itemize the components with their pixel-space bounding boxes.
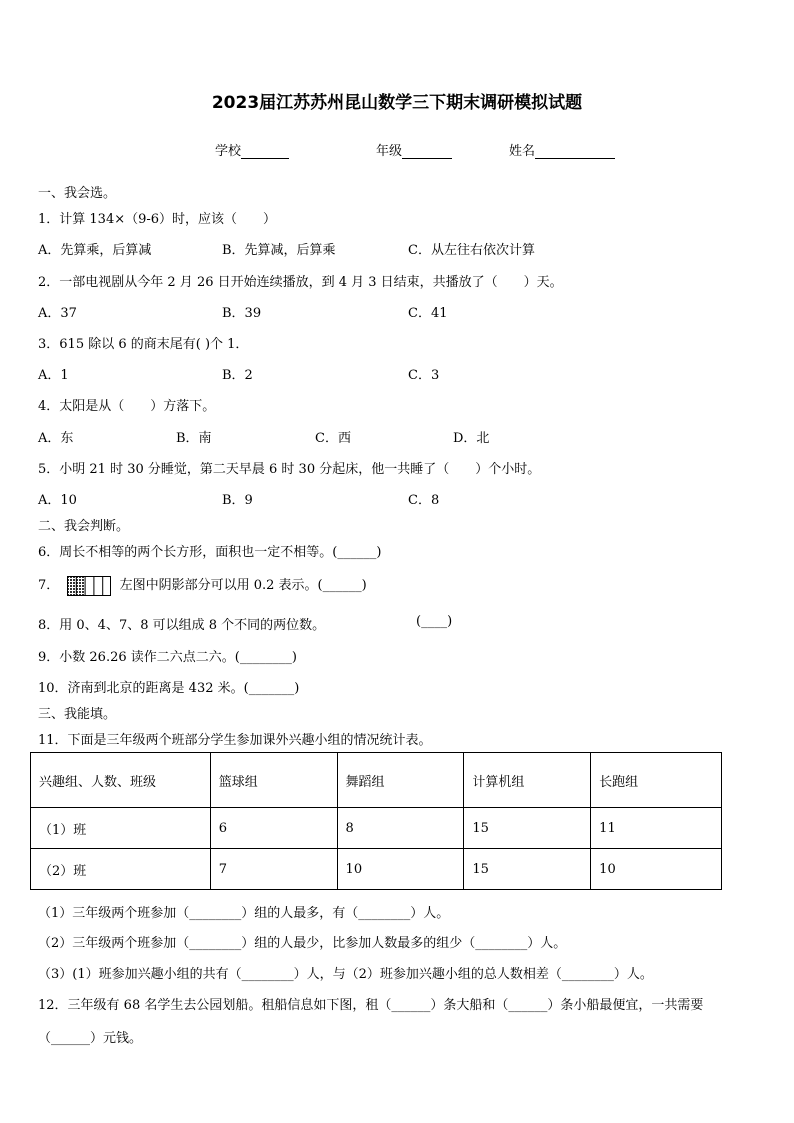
table-cell: 8 [337, 808, 464, 849]
question-1: 1．计算 134×（9-6）时，应该（ ） [38, 212, 277, 227]
table-header-cell: 计算机组 [464, 753, 591, 808]
question-12-line-1: 12．三年级有 68 名学生去公园划船。租船信息如下图，租（______）条大船和（______）条小船最便宜，一共需要 [38, 998, 704, 1013]
question-7 [38, 574, 367, 596]
question-11: 11．下面是三年级两个班部分学生参加课外兴趣小组的情况统计表。 [38, 733, 432, 748]
question-2: 2．一部电视剧从今年 2 月 26 日开始连续播放，到 4 月 3 日结束，共播放了（ ）天。 [38, 275, 563, 290]
q1-option-c[interactable]: C．从左往右依次计算 [408, 243, 535, 258]
table-cell: 10 [337, 849, 464, 890]
page-title: 2023届江苏苏州昆山数学三下期末调研模拟试题 [211, 93, 583, 113]
shaded-grid-figure [67, 576, 111, 596]
table-header-cell: 舞蹈组 [337, 753, 464, 808]
q1-option-a[interactable]: A．先算乘，后算减 [38, 243, 152, 258]
q3-option-b[interactable]: B．2 [222, 368, 253, 383]
q2-option-c[interactable]: C．41 [408, 306, 448, 321]
table-row [31, 808, 722, 849]
question-9: 9．小数 26.26 读作二六点二六。(________) [38, 650, 297, 665]
table-header-cell: 篮球组 [210, 753, 337, 808]
question-8: 8．用 0、4、7、8 可以组成 8 个不同的两位数。 [38, 618, 326, 633]
table-cell: 10 [591, 849, 722, 890]
question-11-part-2: （2）三年级两个班参加（________）组的人最少，比参加人数最多的组少（________）人。 [38, 936, 567, 951]
table-cell: （1）班 [31, 808, 211, 849]
question-3: 3．615 除以 6 的商末尾有( )个 1． [38, 337, 249, 352]
table-row [31, 849, 722, 890]
question-6: 6．周长不相等的两个长方形，面积也一定不相等。(______) [38, 545, 382, 560]
name-label: 姓名 [509, 144, 536, 159]
table-cell: 11 [591, 808, 722, 849]
question-4: 4．太阳是从（ ）方落下。 [38, 399, 216, 414]
q4-option-c[interactable]: C．西 [315, 431, 351, 446]
table-header-cell: 长跑组 [591, 753, 722, 808]
name-field [509, 140, 615, 159]
interest-group-table [30, 752, 722, 890]
school-field [215, 140, 289, 159]
table-header-cell: 兴趣组、人数、班级 [31, 753, 211, 808]
question-12-line-2: （______）元钱。 [38, 1031, 143, 1046]
grade-label: 年级 [376, 144, 403, 159]
school-label: 学校 [215, 144, 242, 159]
q3-option-c[interactable]: C．3 [408, 368, 440, 383]
table-cell: 7 [210, 849, 337, 890]
table-cell: 15 [464, 808, 591, 849]
grade-blank[interactable] [402, 144, 452, 159]
q5-option-a[interactable]: A．10 [38, 493, 77, 508]
question-11-part-1: （1）三年级两个班参加（________）组的人最多，有（________）人。 [38, 906, 450, 921]
question-11-part-3: （3）(1）班参加兴趣小组的共有（________）人，与（2）班参加兴趣小组的总人数相差（________）人。 [38, 967, 653, 982]
q5-option-c[interactable]: C．8 [408, 493, 440, 508]
table-cell: 6 [210, 808, 337, 849]
table-cell: （2）班 [31, 849, 211, 890]
section-judge-heading: 二、我会判断。 [38, 519, 130, 534]
q7-number: 7． [38, 578, 60, 593]
school-blank[interactable] [241, 144, 289, 159]
q4-option-b[interactable]: B．南 [176, 431, 212, 446]
question-10: 10．济南到北京的距离是 432 米。(_______) [38, 681, 300, 696]
q8-answer-blank[interactable]: (____) [416, 614, 453, 629]
question-5: 5．小明 21 时 30 分睡觉，第二天早晨 6 时 30 分起床，他一共睡了（ ）个小时。 [38, 462, 541, 477]
table-cell: 15 [464, 849, 591, 890]
table-header-row [31, 753, 722, 808]
grade-field [376, 140, 452, 159]
q5-option-b[interactable]: B．9 [222, 493, 253, 508]
section-choice-heading: 一、我会选。 [38, 186, 117, 201]
q7-text: 左图中阴影部分可以用 0.2 表示。(______) [119, 578, 367, 593]
q3-option-a[interactable]: A．1 [38, 368, 69, 383]
q2-option-a[interactable]: A．37 [38, 306, 77, 321]
q2-option-b[interactable]: B．39 [222, 306, 262, 321]
q1-option-b[interactable]: B．先算减，后算乘 [222, 243, 336, 258]
section-fill-heading: 三、我能填。 [38, 707, 117, 722]
name-blank[interactable] [535, 144, 615, 159]
q4-option-a[interactable]: A．东 [38, 431, 74, 446]
q4-option-d[interactable]: D．北 [453, 431, 490, 446]
